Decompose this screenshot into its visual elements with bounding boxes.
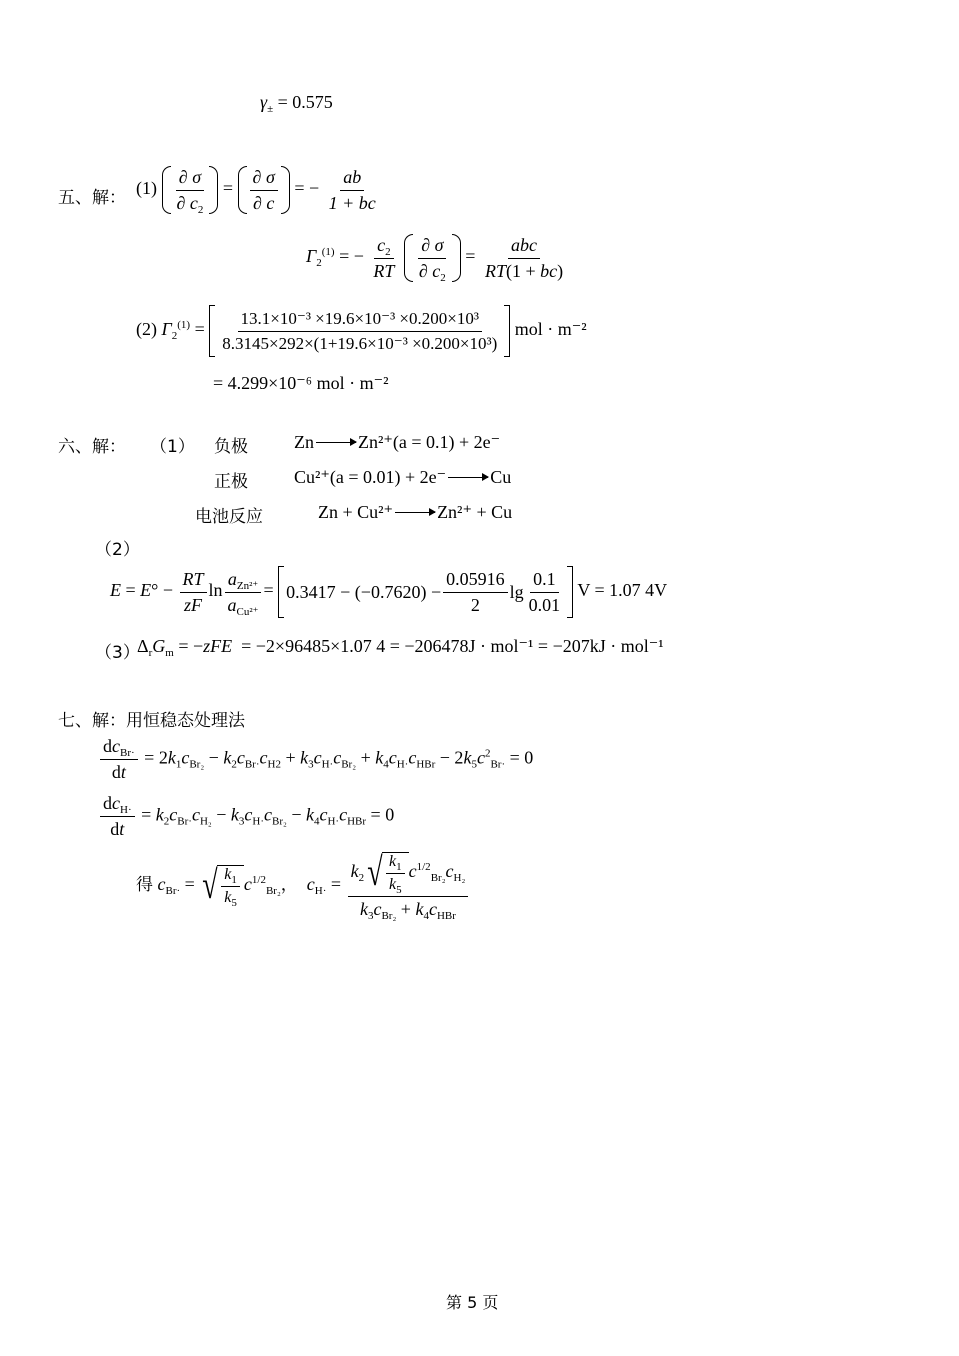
cell-reaction: Zn + Cu²⁺ Zn²⁺ + Cu bbox=[318, 502, 513, 522]
page-number: 第 5 页 bbox=[446, 1293, 499, 1312]
steady-state-result: 得 $c_{Br\cdot}$ = √ $\frac{k_1}{k_5}$ $c^{1/2}_{Br_2}$， $c_{H\cdot}$ = $k_2$ √ $\frac{k_1}{k_5}$ $c^{1/2}_{Br_2}c_{H_2}$ $k_3c_{Br_2} + k_4c_{HBr}$ bbox=[136, 852, 470, 920]
gamma-value: = 0.575 bbox=[277, 92, 333, 112]
e-result: V = 1.07 4V bbox=[577, 580, 668, 601]
nernst-equation: E = E° − $\frac{RT}{zF}$ ln $\frac{a_{Zn^{2+}}}{a_{Cu^{2+}}}$ = 0.3417 − (−0.7620) − $\frac{0.05916}{2}$ lg $\frac{0.1}{0.01}$ V = 1.07 4V bbox=[110, 566, 667, 618]
sqrt-icon: √ $\frac{k_1}{k_5}$ bbox=[199, 865, 244, 907]
paren-group: $\frac{\partial \sigma}{\partial c_2}$ bbox=[162, 166, 219, 214]
denominator-expr: 8.3145×292×(1+19.6×10⁻³ ×0.200×10³) bbox=[222, 333, 498, 353]
sec5-part1-label: (1) bbox=[136, 178, 157, 199]
cell-reaction-label: 电池反应 bbox=[195, 507, 263, 527]
sec6-heading: 六、解： bbox=[58, 437, 126, 457]
sec5-result: = 4.299×10⁻⁶ mol · m⁻² bbox=[213, 373, 389, 393]
gibbs-result: = −2×96485×1.07 4 = −206478J · mol⁻¹ = −207kJ · mol⁻¹ bbox=[241, 636, 664, 656]
arrow-icon bbox=[316, 442, 356, 443]
gibbs-equation: $\Delta_rG_m = -zFE = -2\times 96485\times 1.07$ 4 = −206478J · mol⁻¹ = −207kJ · mol⁻¹ bbox=[137, 636, 664, 659]
result-prefix: 得 bbox=[136, 875, 153, 896]
numerator-expr: 13.1×10⁻³ ×19.6×10⁻³ ×0.200×10³ bbox=[238, 309, 482, 332]
rate-eq-h: $\frac{dc_{H\cdot}}{dt}$ = $k_2c_{Br\cdot}c_{H_2} - k_3c_{H\cdot}c_{Br_2} - k_4c_{H\cdot}c_{HBr} = 0$ bbox=[98, 793, 394, 840]
gamma-rhs-numerator: abc bbox=[511, 234, 538, 255]
positive-electrode-label: 正极 bbox=[214, 472, 248, 492]
sec5-heading: 五、解： bbox=[58, 188, 126, 208]
unit: mol · m⁻² bbox=[514, 319, 587, 340]
sec5-gamma-eq: $\Gamma_2^{(1)}$ = − $\frac{c_2}{RT}$ $\frac{\partial \sigma}{\partial c_2}$ = $\frac{\text{abc}}{RT(1 + bc)}$ bbox=[306, 234, 564, 284]
paren-group: $\frac{\partial \sigma}{\partial c}$ bbox=[238, 166, 290, 214]
fraction: $\frac{ab}{1 + bc}$ bbox=[328, 166, 376, 213]
sec5-eq2: (2) $\Gamma_2^{(1)}$ = $\frac{\text{13.1×10⁻³ ×19.6×10⁻³ ×0.200×10³}}{\text{8.3145×292×(1+19.6×10⁻³ ×0.200×10³)}}$ mol · m⁻² bbox=[136, 305, 587, 357]
arrow-icon bbox=[395, 512, 435, 513]
bracket-expr: 0.3417 − (−0.7620) − bbox=[286, 581, 442, 602]
arrow-icon bbox=[448, 477, 488, 478]
sec6-part1-label: （1） bbox=[150, 437, 195, 457]
sec5-part2-label: (2) bbox=[136, 319, 157, 340]
positive-reaction: Cu²⁺(a = 0.01) + 2e⁻ Cu bbox=[294, 467, 512, 487]
sec6-part2-label: （2） bbox=[95, 540, 140, 560]
sec7-heading: 七、解：用恒稳态处理法 bbox=[58, 711, 245, 731]
rate-eq-br: $\frac{dc_{Br\cdot}}{dt}$ = $2k_1c_{Br_2} - k_2c_{Br\cdot}c_{H2} + k_3c_{H\cdot}c_{Br_2} + k_4c_{H\cdot}c_{HBr} - 2k_5c^2_{Br\cdot} = 0$ bbox=[98, 736, 533, 783]
negative-electrode-label: 负极 bbox=[214, 437, 248, 457]
sec6-part3-label: （3） bbox=[95, 643, 140, 663]
sec5-eq1: (1) $\frac{\partial \sigma}{\partial c_2}$ = $\frac{\partial \sigma}{\partial c}$ = − $\frac{ab}{1 + bc}$ bbox=[136, 166, 381, 214]
negative-reaction: Zn Zn²⁺(a = 0.1) + 2e⁻ bbox=[294, 432, 501, 452]
gamma-subscript: ± bbox=[267, 103, 274, 115]
gamma-symbol: γ bbox=[260, 92, 268, 112]
gamma-result-line bbox=[260, 92, 333, 113]
